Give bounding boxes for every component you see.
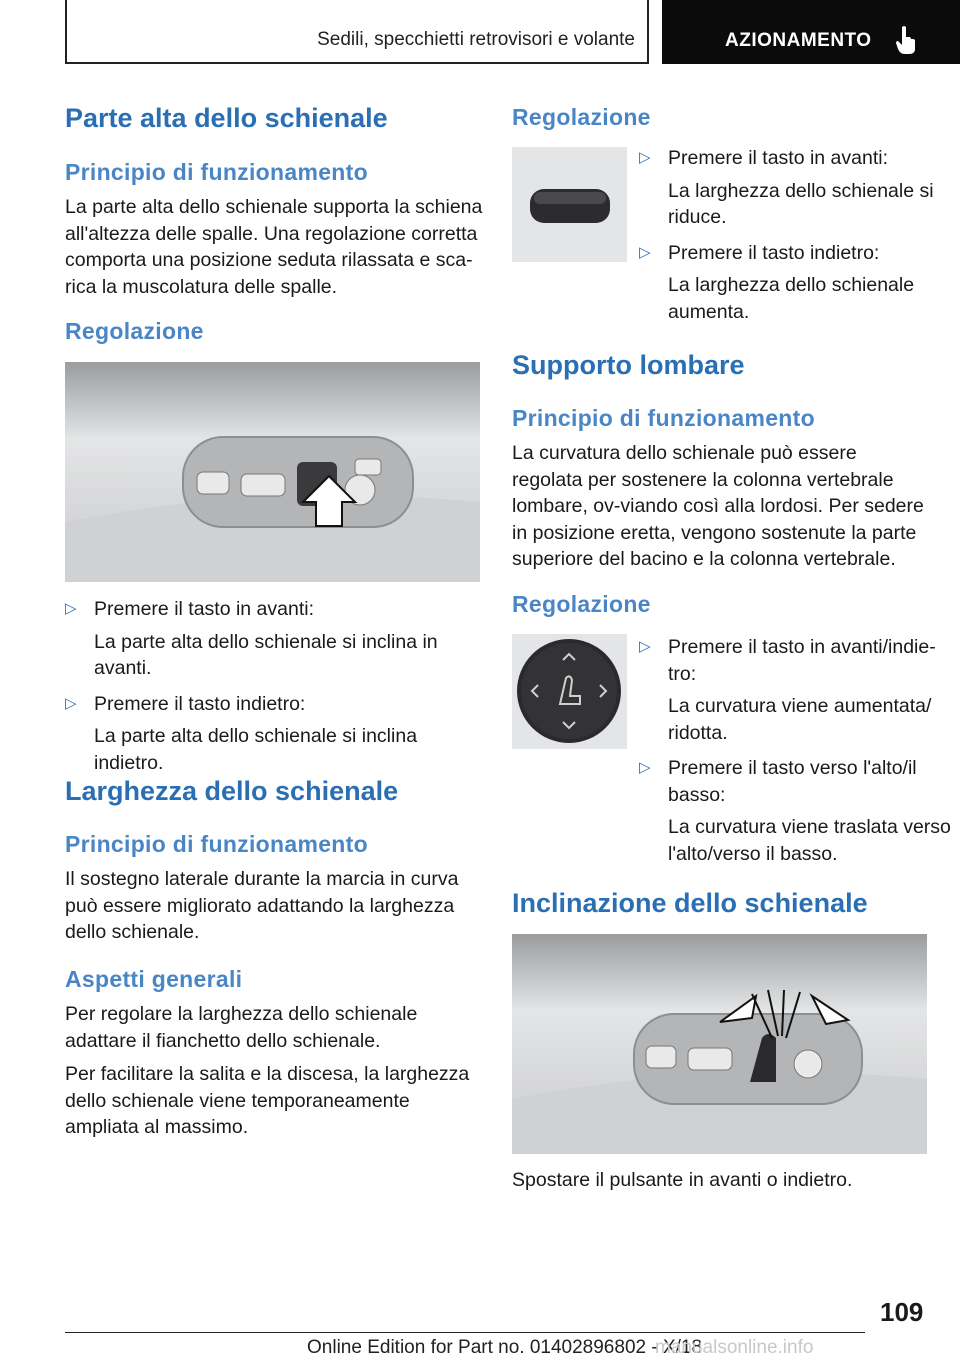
bullet-triangle-icon: ▷ [639, 759, 651, 776]
list-item [639, 755, 957, 867]
list-item-action: Premere il tasto indietro: [668, 241, 880, 264]
section-title-upper-backrest: Parte alta dello schienale [65, 103, 388, 133]
list-item-result: La parte alta dello schienale si inclina indietro. [94, 725, 418, 774]
bullet-triangle-icon: ▷ [65, 694, 77, 712]
button-image-width [512, 147, 627, 262]
subsection-title-adjust: Regolazione [512, 591, 651, 617]
header-chapter-tab [662, 0, 960, 64]
list-item [639, 145, 939, 231]
bullet-triangle-icon: ▷ [639, 638, 651, 655]
list-item-action: Premere il tasto indietro: [94, 692, 306, 715]
section-title-backrest-width: Larghezza dello schienale [65, 776, 399, 806]
list-item [65, 596, 485, 682]
subsection-title-principle: Principio di funzionamento [65, 159, 368, 185]
list-item-result: La larghezza dello schienale si riduce. [668, 179, 934, 228]
hand-pointer-icon [895, 25, 917, 55]
section-title-lumbar: Supporto lombare [512, 350, 745, 380]
header-section-box [65, 0, 649, 64]
subsection-title-general: Aspetti generali [65, 966, 243, 992]
general-paragraph-1: Per regolare la larghezza dello schienale adattare il fianchetto dello schienale. [65, 1003, 418, 1052]
bullet-triangle-icon: ▷ [65, 600, 77, 617]
section-title-backrest-tilt: Inclinazione dello schienale [512, 888, 868, 918]
footer-divider [65, 1332, 865, 1333]
header-section-title: Sedili, specchietti retrovisori e volante [317, 29, 635, 50]
seat-controls-image-upper-backrest [65, 362, 480, 582]
list-item [639, 634, 957, 746]
general-paragraph-2: Per facilitare la salita e la discesa, la larghezza dello schienale viene temporaneamente ampliata al massimo. [65, 1063, 470, 1138]
subsection-title-principle: Principio di funzionamento [512, 405, 815, 431]
list-item-result: La curvatura viene aumentata/ ridotta. [668, 695, 932, 744]
image-caption: Spostare il pulsante in avanti o indietro. [512, 1169, 853, 1191]
list-item [65, 691, 485, 777]
list-item-action: Premere il tasto verso l'alto/il basso: [668, 757, 917, 806]
principle-paragraph: La parte alta dello schienale supporta la schiena all'altezza delle spalle. Una regolazione corretta comporta una posizione seduta rilassata e sca-rica la muscolatura delle spalle. [65, 196, 483, 298]
list-item-action: Premere il tasto in avanti/indie-tro: [668, 636, 936, 685]
subsection-title-adjust: Regolazione [512, 104, 651, 130]
principle-paragraph: Il sostegno laterale durante la marcia in curva può essere migliorato adattando la larghezza dello schienale. [65, 868, 459, 943]
footer-edition: Online Edition for Part no. 01402896802 - X/18 [307, 1337, 703, 1358]
list-item-result: La parte alta dello schienale si inclina in avanti. [94, 630, 438, 679]
bullet-triangle-icon: ▷ [639, 149, 651, 166]
watermark: manualsonline.info [655, 1337, 814, 1358]
adjust-list-width [639, 145, 939, 325]
list-item-action: Premere il tasto in avanti: [94, 598, 315, 620]
subsection-title-principle: Principio di funzionamento [65, 831, 368, 857]
list-item-result: La curvatura viene traslata verso l'alto/verso il basso. [668, 816, 951, 865]
list-item-result: La larghezza dello schienale aumenta. [668, 274, 915, 323]
principle-paragraph: La curvatura dello schienale può essere regolata per sostenere la colonna vertebrale lombare, ov-viando così alla lordosi. Per sedere in posizione eretta, vengono sostenute la parte superiore del bacino e la colonna vertebrale. [512, 442, 924, 570]
subsection-title-adjust: Regolazione [65, 318, 204, 344]
adjust-list-lumbar [639, 634, 957, 867]
chapter-label: AZIONAMENTO [725, 30, 872, 51]
list-item [639, 240, 939, 326]
list-item-action: Premere il tasto in avanti: [668, 147, 889, 169]
page-number: 109 [880, 1297, 924, 1327]
lumbar-controller-image [512, 634, 627, 749]
bullet-triangle-icon: ▷ [639, 243, 651, 261]
seat-controls-image-tilt [512, 934, 927, 1154]
adjust-list-upper-backrest [65, 596, 485, 776]
